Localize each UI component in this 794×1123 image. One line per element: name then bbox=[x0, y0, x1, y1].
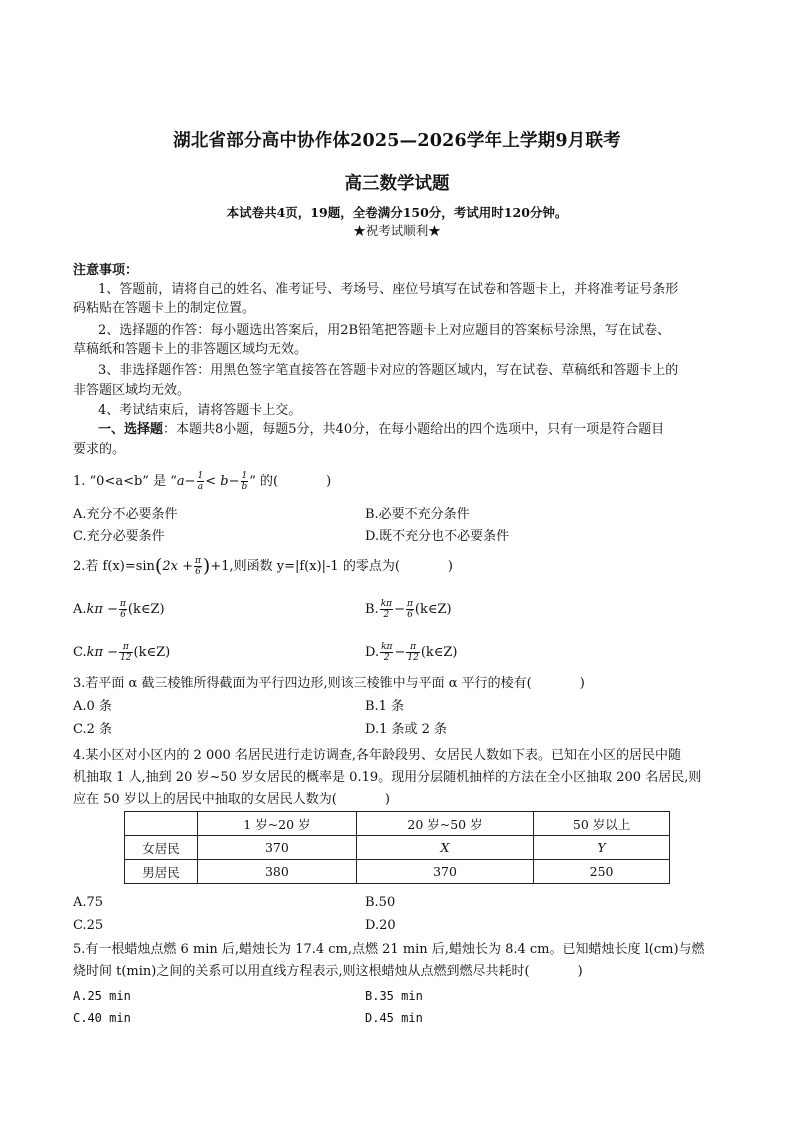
exam-wish: ★祝考试顺利★ bbox=[353, 223, 441, 238]
option: C.25 bbox=[73, 918, 104, 933]
question-4-line: 机抽取 1 人,抽到 20 岁~50 岁女居民的概率是 0.19。现用分层随机抽样的方法在全小区抽取 200 名居民,则 bbox=[73, 770, 702, 785]
note-line: 3、非选择题作答：用黑色签字笔直接答在答题卡对应的答题区域内，写在试卷、草稿纸和答题卡上的 bbox=[98, 363, 679, 378]
option bbox=[73, 599, 165, 620]
opt-kz: (k∈Z) bbox=[127, 602, 165, 617]
table-row bbox=[125, 860, 670, 884]
option: A.充分不必要条件 bbox=[73, 507, 178, 522]
section-line-2: 要求的。 bbox=[73, 442, 126, 457]
option-letter: B. bbox=[365, 602, 379, 617]
frac-num: kπ bbox=[380, 599, 393, 609]
frac-num: 1 bbox=[197, 471, 204, 481]
frac-num: 1 bbox=[241, 471, 248, 481]
option: B.35 min bbox=[365, 989, 423, 1003]
frac-den: b bbox=[241, 482, 248, 492]
opt-frac bbox=[119, 642, 132, 663]
frac-den: a bbox=[197, 482, 204, 492]
option-letter: D. bbox=[365, 645, 380, 660]
q1-frac-b bbox=[241, 471, 249, 492]
option: B.50 bbox=[365, 895, 396, 910]
note-line: 4、考试结束后，请将答题卡上交。 bbox=[98, 403, 302, 418]
question-1-stem bbox=[73, 471, 331, 492]
opt-minus: − bbox=[394, 602, 405, 617]
frac-num: kπ bbox=[381, 642, 393, 652]
note-line: 码粘贴在答题卡上的制定位置。 bbox=[73, 301, 256, 316]
residents-table bbox=[124, 811, 670, 884]
option: D.20 bbox=[365, 918, 396, 933]
frac-num: π bbox=[406, 642, 419, 653]
table-row bbox=[125, 836, 670, 860]
table-cell: 男居民 bbox=[125, 860, 198, 884]
exam-subtitle: 高三数学试题 bbox=[344, 174, 450, 194]
note-line: 2、选择题的作答：每小题选出答案后，用2B铅笔把答题卡上对应题目的答案标号涂黑，写在试卷、 bbox=[98, 323, 671, 338]
option bbox=[365, 642, 458, 663]
opt-kz: (k∈Z) bbox=[133, 645, 171, 660]
table-cell: 380 bbox=[198, 860, 357, 884]
option-letter: C. bbox=[73, 645, 87, 660]
frac-num: π bbox=[119, 642, 132, 653]
q1-prefix: 1. “0<a<b” 是 “ bbox=[73, 474, 177, 489]
table-cell: Y bbox=[534, 836, 670, 860]
close-paren: ) bbox=[447, 559, 453, 574]
option: B.必要不充分条件 bbox=[365, 507, 470, 522]
q1-suffix: ” 的( bbox=[249, 474, 279, 489]
opt-kpi: kπ − bbox=[86, 645, 119, 660]
notes-heading: 注意事项： bbox=[73, 263, 139, 278]
q1-frac-a bbox=[197, 471, 205, 492]
note-line: 草稿纸和答题卡上的非答题区域均无效。 bbox=[73, 342, 308, 357]
table-cell: 370 bbox=[356, 860, 533, 884]
question-4-line: 4.某小区对小区内的 2 000 名居民进行走访调查,各年龄段男、女居民人数如下表。已知在小区的居民中随 bbox=[73, 748, 682, 763]
opt-frac bbox=[119, 599, 127, 620]
q5-text: 烧时间 t(min)之间的关系可以用直线方程表示,则这根蜡烛从点燃到燃尽共耗时( bbox=[73, 964, 530, 979]
option: D.1 条或 2 条 bbox=[365, 722, 448, 737]
frac-den: 6 bbox=[120, 610, 126, 620]
section-line-1 bbox=[98, 420, 664, 439]
table-cell: 370 bbox=[198, 836, 357, 860]
q4-text: 应在 50 岁以上的居民中抽取的女居民人数为( bbox=[73, 792, 337, 807]
question-5-line: 5.有一根蜡烛点燃 6 min 后,蜡烛长为 17.4 cm,点燃 21 min 后,蜡烛长为 8.4 cm。已知蜡烛长度 l(cm)与燃 bbox=[73, 942, 705, 957]
exam-info: 本试卷共4页，19题，全卷满分150分，考试用时120分钟。 bbox=[226, 205, 568, 220]
q2-prefix: 2.若 f(x)=sin bbox=[73, 559, 155, 574]
exam-title: 湖北省部分高中协作体2025—2026学年上学期9月联考 bbox=[173, 131, 621, 151]
option bbox=[73, 642, 170, 663]
q3-text: 3.若平面 α 截三棱锥所得截面为平行四边形,则该三棱锥中与平面 α 平行的棱有( bbox=[73, 676, 532, 691]
opt-kz: (k∈Z) bbox=[420, 645, 458, 660]
option: B.1 条 bbox=[365, 699, 405, 714]
table-cell bbox=[125, 812, 198, 836]
frac-num: π bbox=[119, 599, 126, 609]
note-line: 1、答题前，请将自己的姓名、准考证号、考场号、座位号填写在试卷和答题卡上，并将准考证号条形 bbox=[98, 282, 679, 297]
opt-minus: − bbox=[394, 645, 406, 660]
frac-num: π bbox=[194, 556, 201, 566]
table-cell: 250 bbox=[534, 860, 670, 884]
q1-b: < b− bbox=[205, 474, 240, 489]
frac-den: 6 bbox=[407, 610, 413, 620]
frac-den: 6 bbox=[195, 567, 201, 577]
frac-den: 2 bbox=[383, 653, 390, 663]
opt-frac bbox=[380, 642, 393, 663]
section-desc: ：本题共8小题，每题5分，共40分，在每小题给出的四个选项中，只有一项是符合题目 bbox=[163, 422, 665, 437]
q2-inner: 2x + bbox=[162, 559, 193, 574]
table-cell: 50 岁以上 bbox=[534, 812, 670, 836]
question-3-stem bbox=[73, 674, 585, 693]
opt-kz: (k∈Z) bbox=[414, 602, 452, 617]
question-4-line bbox=[73, 790, 390, 809]
option: A.25 min bbox=[73, 989, 131, 1003]
option: D.既不充分也不必要条件 bbox=[365, 529, 510, 544]
option-letter: A. bbox=[73, 602, 87, 617]
option: C.2 条 bbox=[73, 722, 113, 737]
opt-kpi: kπ − bbox=[86, 602, 118, 617]
frac-den: 2 bbox=[383, 610, 390, 620]
close-paren: ) bbox=[326, 474, 332, 489]
frac-num: π bbox=[406, 599, 413, 609]
question-2-stem: 2.若 f(x)=sin(2x + $\frac{\pi}{6}$ )+1,则函数 y=|f(x)|-1 的零点为( ) bbox=[73, 555, 453, 577]
table-header-row bbox=[125, 812, 670, 836]
note-line: 非答题区域均无效。 bbox=[73, 383, 191, 398]
table-cell: X bbox=[356, 836, 533, 860]
q2-mid: +1,则函数 y=|f(x)|-1 的零点为( bbox=[210, 559, 400, 574]
section-label: 一、选择题 bbox=[98, 422, 164, 437]
close-paren: ) bbox=[384, 792, 390, 807]
option: A.0 条 bbox=[73, 699, 112, 714]
option: C.40 min bbox=[73, 1011, 131, 1025]
frac-den: 12 bbox=[120, 653, 132, 663]
opt-frac bbox=[380, 599, 393, 620]
close-paren: ) bbox=[577, 964, 583, 979]
table-cell: 女居民 bbox=[125, 836, 198, 860]
q1-a: a− bbox=[176, 474, 196, 489]
option: C.充分必要条件 bbox=[73, 529, 165, 544]
opt-frac bbox=[406, 642, 419, 663]
question-5-line bbox=[73, 962, 583, 981]
table-cell: 20 岁~50 岁 bbox=[356, 812, 533, 836]
close-paren: ) bbox=[579, 676, 585, 691]
option: D.45 min bbox=[365, 1011, 423, 1025]
opt-frac bbox=[406, 599, 414, 620]
frac-den: 12 bbox=[407, 653, 419, 663]
table-cell: 1 岁~20 岁 bbox=[198, 812, 357, 836]
q2-frac bbox=[194, 556, 202, 577]
option: A.75 bbox=[73, 895, 104, 910]
option bbox=[365, 599, 452, 620]
